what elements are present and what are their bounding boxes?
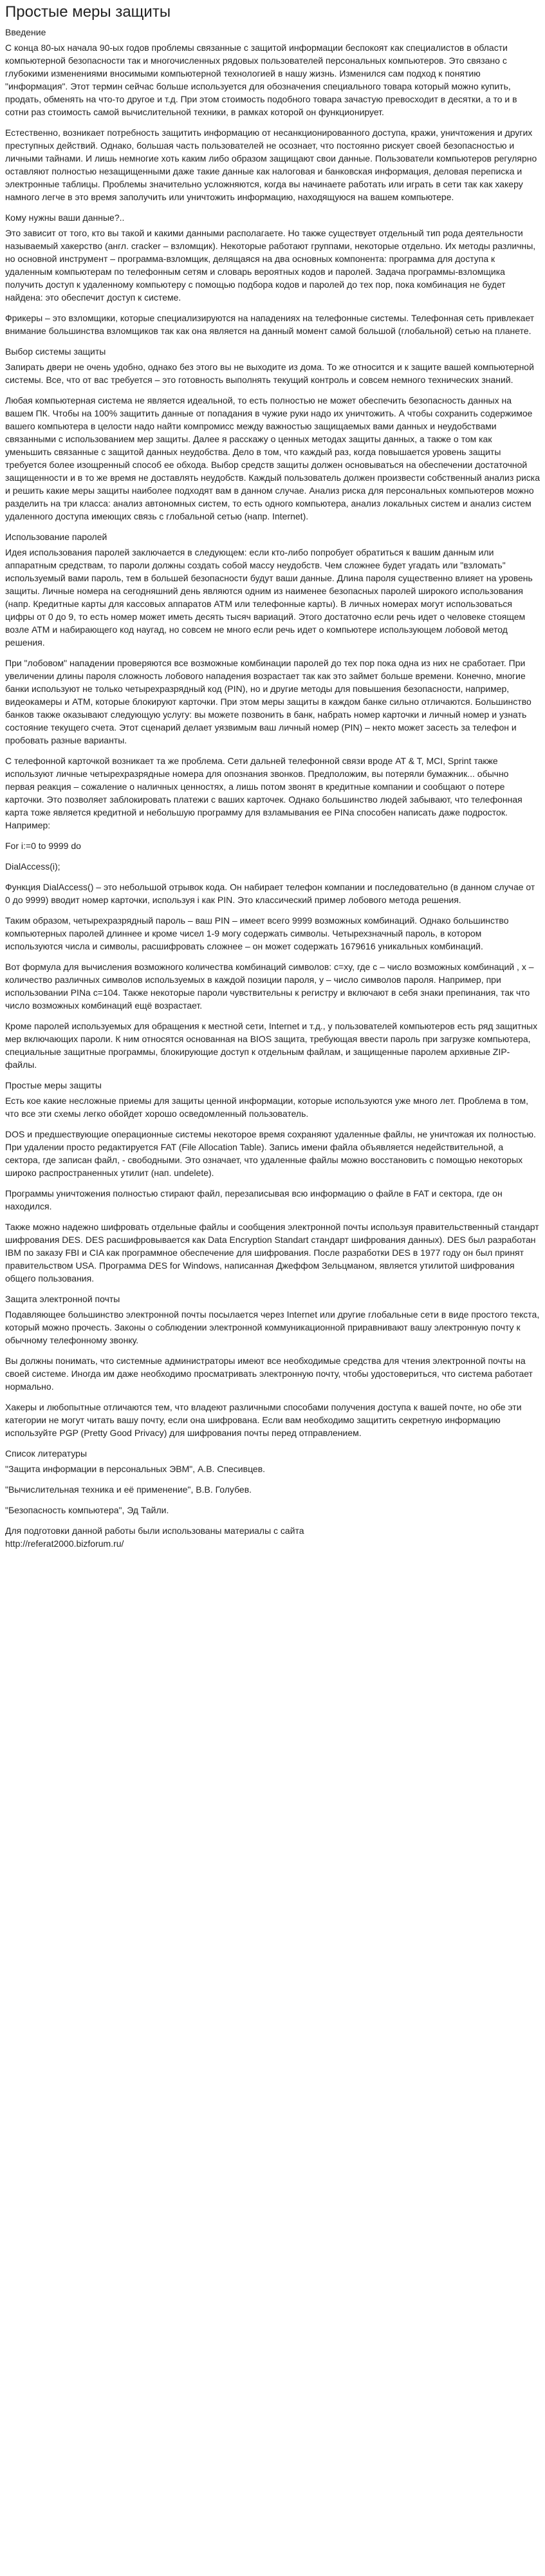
section-heading-intro: Введение	[5, 27, 46, 37]
code-line: DialAccess(i);	[5, 861, 60, 872]
source-text: Для подготовки данной работы были использованы материалы с сайта	[5, 1526, 304, 1536]
paragraph: С конца 80-ых начала 90-ых годов проблемы связанные с защитой информации беспокоят как специалистов в области компьютерной безопасности так и многочисленных рядовых пользователей персональных компьютеров. Это связано с глубокими изменениями вносимыми компьютерной технологией в нашу жизнь. Изменился сам подход к понятию "информация". Этот термин сейчас больше используется для обозначения специального товара который можно купить, продать, обменять на что-то другое и т.д. При этом стоимость подобного товара зачастую превосходит в десятки, а то и в сотни раз стоимость самой вычислительной техники, в рамках которой он функционирует.	[5, 42, 517, 117]
paragraph: Программы уничтожения полностью стирают файл, перезаписывая всю информацию о файле в FAT и сектора, где он находился.	[5, 1188, 503, 1211]
section-heading-simple: Простые меры защиты	[5, 1080, 102, 1090]
paragraph: Вы должны понимать, что системные администраторы имеют все необходимые средства для чтения электронной почты на своей системе. Иногда им даже необходимо просматривать электронную почту, чтобы удостовериться, что система работает нормально.	[5, 1356, 533, 1392]
paragraph: Идея использования паролей заключается в следующем: если кто-либо попробует обратиться к вашим данным или аппаратным средствам, то пароли должны создать собой массу неудобств. Чем сложнее будет угадать или "взломать" используемый вами пароль, тем в большей безопасности будут ваши данные. Длина пароля существенно влияет на уровень защиты. Личные номера на сегодняшний день являются одним из наименее безопасных паролей широкого использования (напр. Кредитные карты для кассовых аппаратов АТМ или телефонные карты). В личных номерах могут использоваться цифры от 0 до 9, то есть номер может иметь десять тысяч вариаций. Этого достаточно если речь идет о человеке стоящем возле АТМ и набирающего код наугад, но совсем не много если речь идет о компьютере использующем лобовой метод решения.	[5, 547, 533, 648]
section-heading-literature: Список литературы	[5, 1448, 88, 1459]
paragraph: Также можно надежно шифровать отдельные файлы и сообщения электронной почты используя правительственный стандарт шифрования DES. DES расшифровывается как Data Encryption Standart стандарт шифрования данных). DES был разработан IBM по заказу FBI и CIA как программное обеспечение для шифрования. После разработки DES в 1977 году он был принят правительством USA. Программа DES for Windows, написанная Джеффом Зельцманом, является утилитой шифрования общего пользования.	[5, 1222, 539, 1283]
paragraph: При "лобовом" нападении проверяются все возможные комбинации паролей до тех пор пока одна из них не сработает. При увеличении длины пароля сложность лобового нападения возрастает так как это займет больше времени. Конечно, многие банки используют не только четырехразрядный код (PIN), но и другие методы для повышения безопасности, например, видеокамеры и АТМ, которые блокируют карточки. При этом меры защиты в каждом банке сильно отличаются. Большинство банков также оказывают следующую услугу: вы можете позвонить в банк, набрать номер карточки и личный номер и узнать состояние текущего счета. Этот сценарий делает уязвимым ваш личный номер (PIN) – некто может засесть за телефон и пробовать разные варианты.	[5, 658, 531, 745]
paragraph: Кроме паролей используемых для обращения к местной сети, Internet и т.д., у пользователей компьютеров есть ряд защитных мер включающих пароли. К ним относятся основанная на BIOS защита, требующая ввести пароль при загрузке компьютера, специальные защитные программы, блокирующие доступ к отдельным файлам, и защищенные паролем архивные ZIP-файлы.	[5, 1021, 538, 1070]
paragraph: Любая компьютерная система не является идеальной, то есть полностью не может обеспечить безопасность данных на вашем ПК. Чтобы на 100% защитить данные от попадания в чужие руки надо их уничтожить. А чтобы сохранить содержимое вашего компьютера в целости надо найти компромисс между важностью защищаемых вами данных и неудобствами связанными с использованием мер защиты. Далее я расскажу о ценных методах защиты данных, а также о том как уменьшить связанные с защитой данных неудобства. Дело в том, что каждый раз, когда повышается уровень защиты требуется более изощренный способ ее обхода. Выбор средств защиты должен основываться на обеспечении достаточной защищенности и в то же время не доставлять неудобств. Каждый пользователь должен произвести собственный анализ риска и решить какие меры защиты наиболее подходят вам в данном случае. Анализ риска для персональных компьютеров можно разделить на три класса: анализ автономных систем, то есть одного компьютера, анализ локальных систем и анализ систем удаленного доступа имеющих связь с глобальной сетью (напр. Internet).	[5, 395, 540, 521]
paragraph: Фрикеры – это взломщики, которые специализируются на нападениях на телефонные системы. Телефонная сеть привлекает внимание большинства взломщиков так как она является на данный момент самой большой (глобальной) сетью на планете.	[5, 313, 535, 336]
literature-item: "Безопасность компьютера", Эд Тайли.	[5, 1505, 169, 1515]
section-heading-who: Кому нужны ваши данные?..	[5, 212, 125, 223]
literature-item: "Вычислительная техника и её применение", В.В. Голубев.	[5, 1484, 252, 1495]
paragraph: Вот формула для вычисления возможного количества комбинаций символов: c=xy, где с – число возможных комбинаций , x – количество различных символов используемых в каждой позиции пароля, y – число символов пароля. Например, при использовании PINа c=104. Также некоторые пароли чувствительны к регистру и включают в себя знаки препинания, так что число возможных комбинаций ещё возрастает.	[5, 962, 534, 1011]
paragraph: Есть кое какие несложные приемы для защиты ценной информации, которые используются уже много лет. Проблема в том, что все эти схемы легко обойдет хорошо осведомленный пользователь.	[5, 1096, 528, 1119]
source-note	[5, 1524, 540, 1550]
section-heading-email: Защита электронной почты	[5, 1294, 120, 1304]
code-line: For i:=0 to 9999 do	[5, 841, 81, 851]
source-link[interactable]: http://referat2000.bizforum.ru/	[5, 1538, 124, 1549]
paragraph: Запирать двери не очень удобно, однако без этого вы не выходите из дома. То же относится и к защите вашей компьютерной системы. Все, что от вас требуется – это готовность выполнять текущий контроль и совсем немного технических знаний.	[5, 362, 534, 385]
paragraph: Хакеры и любопытные отличаются тем, что владеют различными способами получения доступа к вашей почте, но обе эти категории не могут читать вашу почту, если она шифрована. Если вам необходимо защитить секретную информацию используйте PGP (Pretty Good Privacy) для шифрования почты перед отправлением.	[5, 1402, 522, 1438]
paragraph: Функция DialAccess() – это небольшой отрывок кода. Он набирает телефон компании и последовательно (в данном случае от 0 до 9999) вводит номер карточки, используя i как PIN. Это классический пример лобового метода решения.	[5, 882, 535, 905]
page-title: Простые меры защиты	[5, 3, 171, 21]
section-heading-choice: Выбор системы защиты	[5, 346, 106, 357]
paragraph: DOS и предшествующие операционные системы некоторое время сохраняют удаленные файлы, не уничтожая их полностью. При удалении просто редактируется FAT (File Allocation Table). Запись имени файла объявляется недействительной, а сектора, где записан файл, - свободными. Это означает, что удаленные файлы можно восстановить с помощью некоторых широко распространенных утилит (нап. undelete).	[5, 1129, 536, 1178]
paragraph: Подавляющее большинство электронной почты посылается через Internet или другие глобальные сети в виде простого текста, который можно прочесть. Законы о соблюдении электронной коммуникационной приравнивают вашу электронную почту к обычному телефонному звонку.	[5, 1309, 540, 1345]
paragraph: Таким образом, четырехразрядный пароль – ваш PIN – имеет всего 9999 возможных комбинаций. Однако большинство компьютерных паролей длиннее и кроме чисел 1-9 могу содержать символы. Четырехзначный пароль, в котором используются числа и символы, расшифровать сложнее – он может содержать 1679616 уникальных комбинаций.	[5, 915, 509, 951]
section-heading-passwords: Использование паролей	[5, 532, 107, 542]
paragraph: Естественно, возникает потребность защитить информацию от несанкционированного доступа, кражи, уничтожения и других преступных действий. Однако, большая часть пользователей не осознает, что постоянно рискует своей безопасностью и личными тайнами. И лишь немногие хоть каким либо образом защищают свои данные. Пользователи компьютеров регулярно оставляют полностью незащищенными даже такие данные как налоговая и банковская информация, деловая переписка и электронные таблицы. Проблемы значительно усложняются, когда вы начинаете работать или играть в сети так как хакеру намного легче в это время заполучить или уничтожить информацию, находящуюся на вашем компьютере.	[5, 127, 537, 202]
paragraph: С телефонной карточкой возникает та же проблема. Сети дальней телефонной связи вроде AT & T, MCI, Sprint также используют личные четырехразрядные номера для опознания звонков. Предположим, вы потеряли бумажник... обычно первая реакция – сожаление о наличных ценностях, а лишь потом звонят в кредитные компании и сообщают о потере карточки. Это позволяет заблокировать платежи с ваших карточек. Однако большинство людей забывают, что телефонная карта тоже является кредитной и небольшую программу для взламывания ее PINа способен написать даже подросток. Например:	[5, 756, 522, 830]
paragraph: Это зависит от того, кто вы такой и какими данными располагаете. Но также существует отдельный тип рода деятельности называемый хакерство (англ. cracker – взломщик). Некоторые работают группами, некоторые отдельно. Их методы различны, но основной инструмент – программа-взломщик, делящаяся на два основных компонента: программа для доступа к удаленным компьютерам по телефонным сетям и словарь вероятных кодов и паролей. Задача программы-взломщика получить доступ к удаленному компьютеру с помощью подбора кодов и паролей до тех пор, пока комбинация не будет найдена: это обеспечит доступ к системе.	[5, 228, 536, 303]
literature-item: "Защита информации в персональных ЭВМ", А.В. Спесивцев.	[5, 1464, 266, 1474]
